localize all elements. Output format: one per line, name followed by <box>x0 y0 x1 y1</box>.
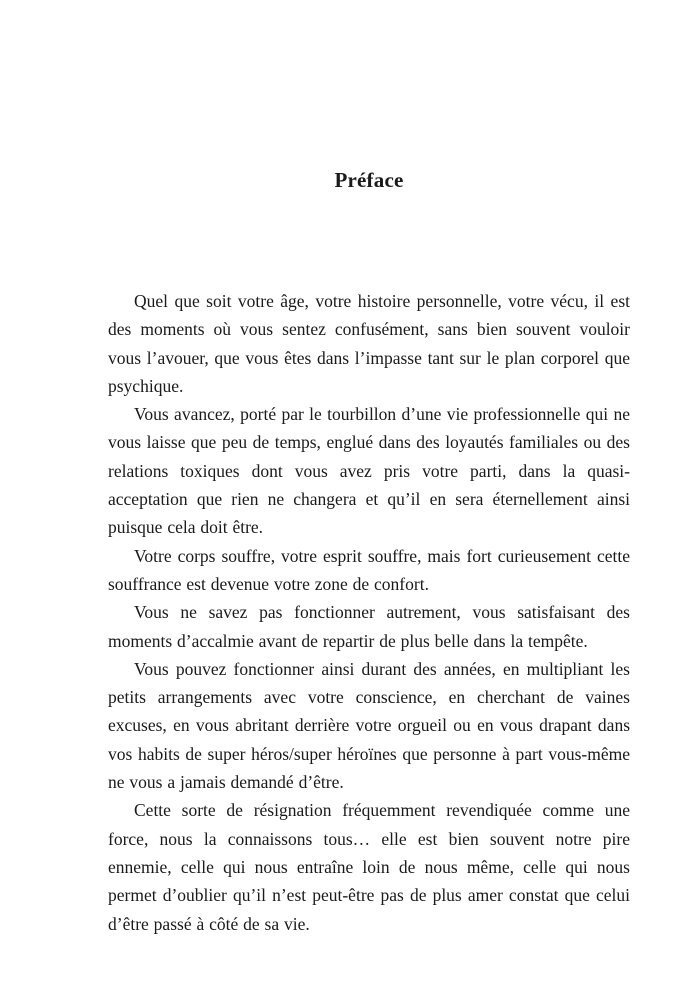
paragraph: Vous pouvez fonctionner ainsi durant des années, en multipliant les petits arrangements avec votre conscience, en cherchant de vaines excuses, en vous abritant derrière votre orgueil ou en vous drapant dans vos habits de super héros/super héroïnes que personne à part vous-même ne vous a jamais demandé d’être. <box>108 658 630 793</box>
paragraph: Vous ne savez pas fonctionner autrement, vous satisfaisant des moments d’accalmie avant de repartir de plus belle dans la tempête. <box>108 602 630 651</box>
paragraph: Quel que soit votre âge, votre histoire personnelle, votre vécu, il est des moments où vous sentez confusément, sans bien souvent vouloir vous l’avouer, que vous êtes dans l’impasse tant sur le plan corporel que psychique. <box>108 291 630 396</box>
page-title: Préface <box>334 168 404 192</box>
text-column <box>108 0 630 938</box>
preface-body <box>108 287 630 938</box>
paragraph: Cette sorte de résignation fréquemment revendiquée comme une force, nous la connaissons tous… elle est bien souvent notre pire ennemie, celle qui nous entraîne loin de nous même, celle qui nous permet d’oublier qu’il n’est peut-être pas de plus amer constat que celui d’être passé à côté de sa vie. <box>108 800 630 934</box>
paragraph: Votre corps souffre, votre esprit souffre, mais fort curieusement cette souffrance est devenue votre zone de confort. <box>108 545 630 594</box>
paragraph: Vous avancez, porté par le tourbillon d’une vie professionnelle qui ne vous laisse que peu de temps, englué dans des loyautés familiales ou des relations toxiques dont vous avez pris votre parti, dans la quasi-acceptation que rien ne changera et qu’il en sera éternellement ainsi puisque cela doit être. <box>108 404 630 538</box>
